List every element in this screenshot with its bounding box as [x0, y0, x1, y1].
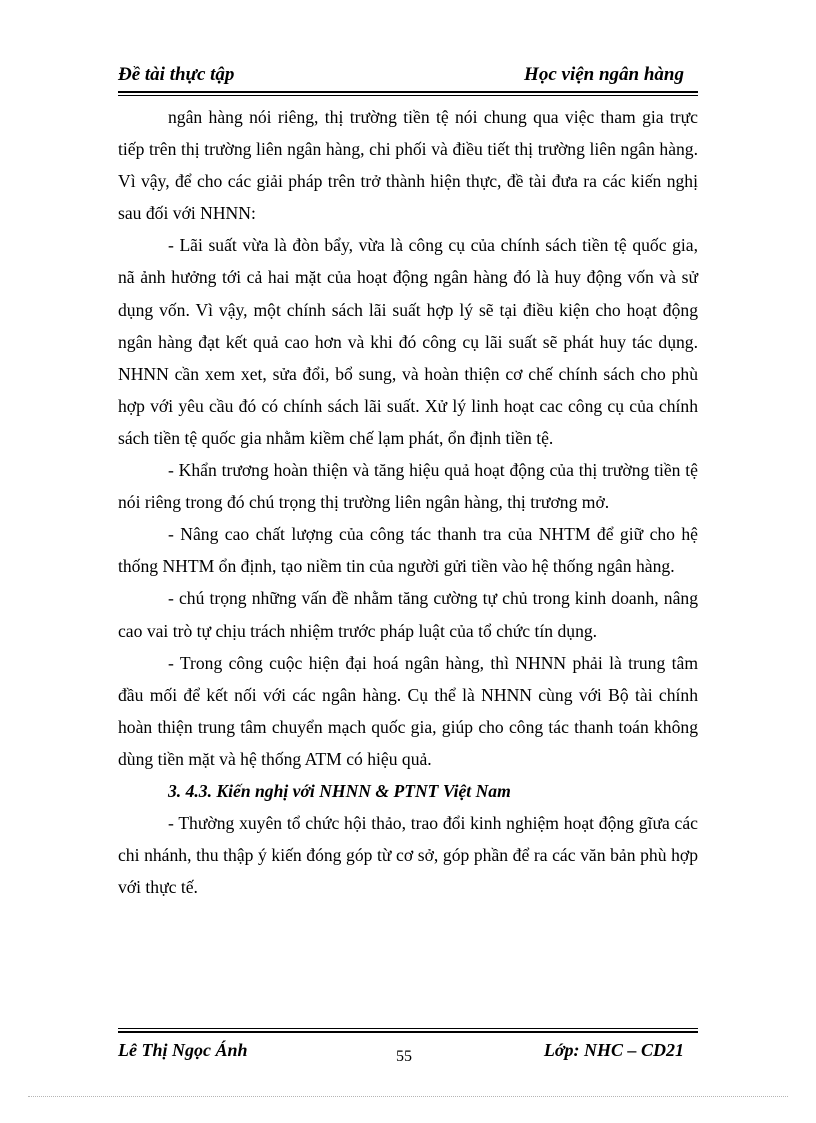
body-paragraph: - chú trọng những vấn đề nhằm tăng cường tự chủ trong kinh doanh, nâng cao vai trò tự chịu trách nhiệm trước pháp luật của tổ chức tín dụng.: [118, 588, 698, 641]
header-rule-secondary: [118, 95, 698, 96]
page-footer: [118, 1040, 698, 1070]
page-number: 55: [396, 1048, 412, 1065]
footer-class: Lớp: NHC – CD21: [543, 1040, 684, 1060]
body-paragraph: - Trong công cuộc hiện đại hoá ngân hàng, thì NHNN phải là trung tâm đầu mối để kết nối với các ngân hàng. Cụ thể là NHNN cùng với Bộ tài chính hoàn thiện trung tâm chuyển mạch quốc gia, giúp cho công tác thanh toán không dùng tiền mặt và hệ thống ATM có hiệu quả.: [118, 652, 698, 769]
section-heading: 3. 4.3. Kiến nghị với NHNN & PTNT Việt Nam: [168, 780, 511, 801]
header-institution: Học viện ngân hàng: [524, 64, 684, 85]
page-header: [118, 64, 698, 92]
page-boundary: [28, 1096, 788, 1097]
footer-rule-secondary: [118, 1028, 698, 1029]
body-paragraph: - Nâng cao chất lượng của công tác thanh tra của NHTM để giữ cho hệ thống NHTM ổn định, tạo niềm tin của người gửi tiền vào hệ thống ngân hàng.: [118, 524, 698, 577]
header-rule: [118, 91, 698, 93]
header-topic: Đề tài thực tập: [118, 64, 235, 85]
body-paragraph: - Thường xuyên tổ chức hội thảo, trao đổi kinh nghiệm hoạt động gĩưa các chi nhánh, thu thập ý kiến đóng góp từ cơ sở, góp phần để ra các văn bản phù hợp với thực tế.: [118, 813, 698, 898]
body-paragraph: - Lãi suất vừa là đòn bẩy, vừa là công cụ của chính sách tiền tệ quốc gia, nã ảnh hưởng tới cả hai mặt của hoạt động ngân hàng đó là huy động vốn và sử dụng vốn. Vì vậy, một chính sách lãi suất hợp lý sẽ tại điều kiện cho hoạt động ngân hàng đạt kết quả cao hơn và khi đó công cụ lãi suất sẽ phát huy tác dụng. NHNN cần xem xet, sửa đổi, bổ sung, và hoàn thiện cơ chế chính sách cho phù hợp với yêu cầu đó có chính sách lãi suất. Xử lý linh hoạt cac công cụ của chính sách tiền tệ quốc gia nhằm kiềm chế lạm phát, ổn định tiền tệ.: [118, 235, 698, 448]
footer-rule: [118, 1031, 698, 1033]
document-body: [118, 101, 698, 903]
body-paragraph: - Khẩn trương hoàn thiện và tăng hiệu quả hoạt động của thị trường tiền tệ nói riêng trong đó chú trọng thị trường liên ngân hàng, thị trương mở.: [118, 460, 698, 513]
body-paragraph: ngân hàng nói riêng, thị trường tiền tệ nói chung qua việc tham gia trực tiếp trên thị trường liên ngân hàng, chi phối và điều tiết thị trường liên ngân hàng. Vì vậy, để cho các giải pháp trên trở thành hiện thực, đề tài đưa ra các kiến nghị sau đối với NHNN:: [118, 107, 698, 224]
footer-author: Lê Thị Ngọc Ánh: [118, 1040, 248, 1060]
